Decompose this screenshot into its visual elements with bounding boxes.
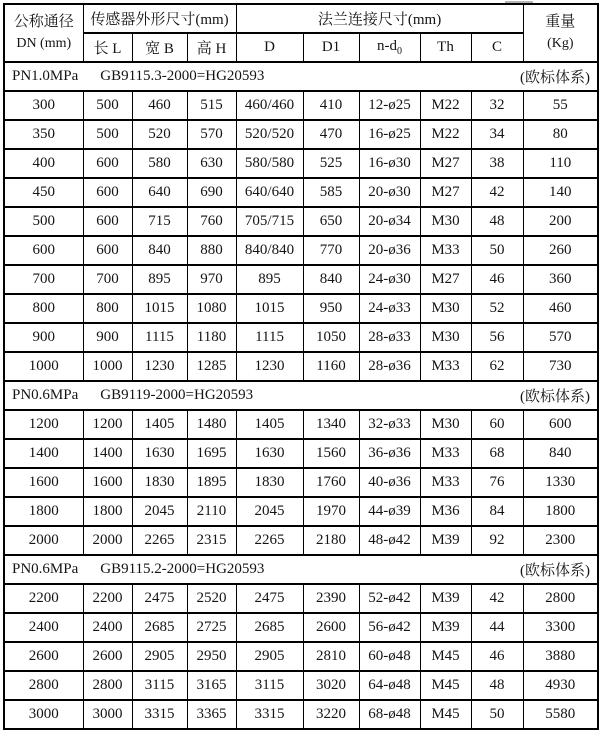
section-note: (欧标体系) (520, 389, 591, 405)
data-cell: M39 (420, 584, 471, 613)
data-cell: 200 (523, 207, 598, 236)
header-weight-label: 重量 (545, 13, 576, 30)
data-cell: M45 (420, 671, 471, 700)
scan-artifact (505, 1, 533, 3)
data-cell: 50 (471, 236, 523, 265)
header-length: 长 L (83, 33, 132, 62)
data-cell: 2200 (4, 584, 83, 613)
data-cell: 16-ø25 (359, 120, 420, 149)
data-cell: 92 (471, 526, 523, 555)
data-cell: 2600 (4, 642, 83, 671)
data-cell: 690 (187, 178, 236, 207)
data-cell: M33 (420, 439, 471, 468)
data-cell: 895 (236, 265, 303, 294)
data-cell: 1970 (303, 497, 359, 526)
data-cell: 2400 (4, 613, 83, 642)
data-cell: 76 (471, 468, 523, 497)
data-cell: 60-ø48 (359, 642, 420, 671)
data-cell: 515 (187, 91, 236, 120)
header-dn-unit: DN (mm) (16, 35, 72, 51)
data-cell: 640 (132, 178, 187, 207)
header-n-d0-subscript: 0 (397, 46, 403, 57)
data-cell: 2725 (187, 613, 236, 642)
data-cell: 600 (523, 410, 598, 439)
data-cell: 68-ø48 (359, 700, 420, 729)
data-cell: 840 (523, 439, 598, 468)
data-row (4, 526, 598, 555)
data-cell: 585 (303, 178, 359, 207)
data-cell: 1200 (83, 410, 132, 439)
data-row (4, 613, 598, 642)
data-cell: 3000 (4, 700, 83, 729)
data-cell: 110 (523, 149, 598, 178)
data-cell: 42 (471, 178, 523, 207)
data-cell: 460 (523, 294, 598, 323)
data-cell: 600 (4, 236, 83, 265)
data-cell: 42 (471, 584, 523, 613)
data-cell: 1630 (132, 439, 187, 468)
data-cell: 1400 (83, 439, 132, 468)
data-cell: 1200 (4, 410, 83, 439)
data-cell: 2800 (83, 671, 132, 700)
header-d1: D1 (303, 33, 359, 62)
data-cell: M39 (420, 613, 471, 642)
data-cell: 1400 (4, 439, 83, 468)
data-cell: 3000 (83, 700, 132, 729)
data-cell: 34 (471, 120, 523, 149)
header-row-subcols (4, 33, 598, 62)
section-pressure-rating: PN0.6MPa (12, 561, 79, 577)
data-cell: 1230 (132, 352, 187, 381)
data-cell: 1830 (132, 468, 187, 497)
data-cell: 970 (187, 265, 236, 294)
data-cell: 2315 (187, 526, 236, 555)
data-cell: 1830 (236, 468, 303, 497)
data-cell: 3115 (236, 671, 303, 700)
data-cell: 840 (303, 265, 359, 294)
header-dn (4, 4, 83, 62)
data-cell: M33 (420, 468, 471, 497)
data-cell: 950 (303, 294, 359, 323)
data-cell: M33 (420, 236, 471, 265)
dimension-spec-table (3, 3, 599, 730)
data-cell: 2180 (303, 526, 359, 555)
data-cell: 2045 (132, 497, 187, 526)
data-cell: 1000 (4, 352, 83, 381)
data-cell: 3300 (523, 613, 598, 642)
data-cell: 5580 (523, 700, 598, 729)
data-cell: 20-ø36 (359, 236, 420, 265)
data-cell: 48-ø42 (359, 526, 420, 555)
data-row (4, 352, 598, 381)
data-cell: 630 (187, 149, 236, 178)
data-row (4, 468, 598, 497)
data-cell: 32-ø33 (359, 410, 420, 439)
data-cell: 580/580 (236, 149, 303, 178)
data-cell: 1050 (303, 323, 359, 352)
data-cell: 1080 (187, 294, 236, 323)
data-cell: M27 (420, 149, 471, 178)
data-row (4, 410, 598, 439)
data-cell: 600 (83, 178, 132, 207)
data-cell: 400 (4, 149, 83, 178)
data-cell: 1340 (303, 410, 359, 439)
data-cell: M27 (420, 178, 471, 207)
data-cell: 525 (303, 149, 359, 178)
data-cell: 410 (303, 91, 359, 120)
header-dn-label: 公称通径 (13, 13, 74, 30)
data-cell: 46 (471, 642, 523, 671)
data-cell: M39 (420, 526, 471, 555)
data-cell: 44 (471, 613, 523, 642)
section-standard: GB9115.3-2000=HG20593 (100, 68, 265, 84)
data-cell: 500 (4, 207, 83, 236)
header-c: C (471, 33, 523, 62)
section-standard: GB9115.2-2000=HG20593 (100, 561, 265, 577)
data-cell: 1015 (132, 294, 187, 323)
data-cell: 2400 (83, 613, 132, 642)
data-cell: 32 (471, 91, 523, 120)
data-cell: 2475 (132, 584, 187, 613)
data-cell: 40-ø36 (359, 468, 420, 497)
data-cell: 2110 (187, 497, 236, 526)
data-cell: 360 (523, 265, 598, 294)
data-cell: 60 (471, 410, 523, 439)
data-cell: 2390 (303, 584, 359, 613)
data-cell: 715 (132, 207, 187, 236)
data-cell: 68 (471, 439, 523, 468)
section-standard: GB9119-2000=HG20593 (100, 387, 254, 403)
section-pressure-rating: PN1.0MPa (12, 68, 79, 84)
data-cell: 640/640 (236, 178, 303, 207)
data-cell: 64-ø48 (359, 671, 420, 700)
section-cell (4, 381, 598, 410)
data-cell: 570 (187, 120, 236, 149)
data-cell: 56 (471, 323, 523, 352)
data-row (4, 120, 598, 149)
data-cell: 1000 (83, 352, 132, 381)
header-n-d0 (359, 33, 420, 62)
data-cell: M30 (420, 410, 471, 439)
header-group-sensor: 传感器外形尺寸(mm) (83, 4, 236, 33)
data-cell: 1115 (132, 323, 187, 352)
data-cell: 760 (187, 207, 236, 236)
data-row (4, 323, 598, 352)
data-cell: 470 (303, 120, 359, 149)
data-cell: 350 (4, 120, 83, 149)
data-cell: 1480 (187, 410, 236, 439)
data-cell: 2905 (236, 642, 303, 671)
data-cell: 44-ø39 (359, 497, 420, 526)
data-cell: 730 (523, 352, 598, 381)
section-row (4, 555, 598, 584)
data-cell: 3220 (303, 700, 359, 729)
table-body (4, 62, 598, 729)
data-cell: M30 (420, 294, 471, 323)
data-cell: 700 (83, 265, 132, 294)
section-note: (欧标体系) (520, 563, 591, 579)
data-cell: 2800 (4, 671, 83, 700)
data-cell: 36-ø36 (359, 439, 420, 468)
data-cell: 650 (303, 207, 359, 236)
header-d: D (236, 33, 303, 62)
data-cell: 2045 (236, 497, 303, 526)
data-cell: 20-ø30 (359, 178, 420, 207)
data-cell: 1405 (236, 410, 303, 439)
data-row (4, 642, 598, 671)
data-cell: M33 (420, 352, 471, 381)
data-cell: 300 (4, 91, 83, 120)
data-cell: 1405 (132, 410, 187, 439)
data-row (4, 178, 598, 207)
data-cell: 770 (303, 236, 359, 265)
data-cell: 880 (187, 236, 236, 265)
data-row (4, 294, 598, 323)
data-cell: 55 (523, 91, 598, 120)
data-row (4, 671, 598, 700)
data-cell: 900 (4, 323, 83, 352)
data-cell: M45 (420, 700, 471, 729)
data-cell: 1015 (236, 294, 303, 323)
data-cell: 2810 (303, 642, 359, 671)
data-row (4, 439, 598, 468)
data-cell: 840/840 (236, 236, 303, 265)
data-cell: 2200 (83, 584, 132, 613)
data-cell: 450 (4, 178, 83, 207)
data-cell: 48 (471, 671, 523, 700)
data-cell: 600 (83, 149, 132, 178)
data-cell: M22 (420, 120, 471, 149)
data-cell: 2600 (303, 613, 359, 642)
data-cell: 2000 (83, 526, 132, 555)
data-cell: 2800 (523, 584, 598, 613)
header-width: 宽 B (132, 33, 187, 62)
data-cell: 1180 (187, 323, 236, 352)
data-cell: 895 (132, 265, 187, 294)
data-cell: 500 (83, 91, 132, 120)
data-cell: 140 (523, 178, 598, 207)
data-cell: 2600 (83, 642, 132, 671)
data-cell: 48 (471, 207, 523, 236)
data-cell: 580 (132, 149, 187, 178)
data-cell: 1160 (303, 352, 359, 381)
data-cell: 1760 (303, 468, 359, 497)
data-cell: 2265 (236, 526, 303, 555)
data-cell: 1560 (303, 439, 359, 468)
data-cell: M36 (420, 497, 471, 526)
data-cell: 46 (471, 265, 523, 294)
data-cell: 3365 (187, 700, 236, 729)
data-cell: 52 (471, 294, 523, 323)
data-cell: 800 (83, 294, 132, 323)
data-cell: 1600 (4, 468, 83, 497)
data-cell: 1630 (236, 439, 303, 468)
data-cell: 2520 (187, 584, 236, 613)
data-cell: 2475 (236, 584, 303, 613)
data-cell: 1230 (236, 352, 303, 381)
data-cell: M22 (420, 91, 471, 120)
data-cell: 1800 (83, 497, 132, 526)
data-cell: 2300 (523, 526, 598, 555)
data-cell: 900 (83, 323, 132, 352)
data-cell: 24-ø33 (359, 294, 420, 323)
data-cell: 3020 (303, 671, 359, 700)
data-cell: 84 (471, 497, 523, 526)
data-cell: 62 (471, 352, 523, 381)
data-cell: 1330 (523, 468, 598, 497)
data-cell: 570 (523, 323, 598, 352)
data-cell: 1800 (523, 497, 598, 526)
data-cell: M45 (420, 642, 471, 671)
data-cell: 500 (83, 120, 132, 149)
data-cell: 260 (523, 236, 598, 265)
data-cell: 600 (83, 207, 132, 236)
table-header (4, 4, 598, 62)
data-cell: 24-ø30 (359, 265, 420, 294)
header-weight-unit: (Kg) (547, 35, 574, 51)
data-cell: 2950 (187, 642, 236, 671)
data-cell: 50 (471, 700, 523, 729)
header-height: 高 H (187, 33, 236, 62)
data-cell: 2685 (132, 613, 187, 642)
header-th: Th (420, 33, 471, 62)
data-cell: 1800 (4, 497, 83, 526)
data-cell: 700 (4, 265, 83, 294)
data-cell: 600 (83, 236, 132, 265)
data-cell: 1115 (236, 323, 303, 352)
data-cell: M30 (420, 323, 471, 352)
data-cell: 20-ø34 (359, 207, 420, 236)
data-cell: 12-ø25 (359, 91, 420, 120)
data-cell: 2905 (132, 642, 187, 671)
section-cell (4, 555, 598, 584)
data-row (4, 91, 598, 120)
data-cell: 3165 (187, 671, 236, 700)
data-cell: 2000 (4, 526, 83, 555)
section-pressure-rating: PN0.6MPa (12, 387, 79, 403)
data-cell: 1285 (187, 352, 236, 381)
section-row (4, 381, 598, 410)
data-cell: 3315 (236, 700, 303, 729)
data-cell: 3115 (132, 671, 187, 700)
data-cell: 80 (523, 120, 598, 149)
section-row (4, 62, 598, 91)
data-cell: 520 (132, 120, 187, 149)
data-cell: 38 (471, 149, 523, 178)
data-cell: 1600 (83, 468, 132, 497)
data-cell: 28-ø36 (359, 352, 420, 381)
data-cell: 520/520 (236, 120, 303, 149)
data-cell: M30 (420, 207, 471, 236)
data-cell: 3880 (523, 642, 598, 671)
data-cell: 1695 (187, 439, 236, 468)
data-cell: 56-ø42 (359, 613, 420, 642)
data-cell: 52-ø42 (359, 584, 420, 613)
data-cell: 800 (4, 294, 83, 323)
data-cell: 705/715 (236, 207, 303, 236)
data-row (4, 497, 598, 526)
data-cell: 460/460 (236, 91, 303, 120)
data-cell: 28-ø33 (359, 323, 420, 352)
data-row (4, 265, 598, 294)
data-row (4, 207, 598, 236)
data-cell: 460 (132, 91, 187, 120)
header-row-groups (4, 4, 598, 33)
data-row (4, 584, 598, 613)
section-cell (4, 62, 598, 91)
data-cell: M27 (420, 265, 471, 294)
data-cell: 1895 (187, 468, 236, 497)
header-n-d0-base: n-d (377, 38, 398, 54)
section-note: (欧标体系) (520, 70, 591, 86)
header-group-flange: 法兰连接尺寸(mm) (236, 4, 523, 33)
data-row (4, 700, 598, 729)
data-cell: 2265 (132, 526, 187, 555)
data-cell: 16-ø30 (359, 149, 420, 178)
data-cell: 2685 (236, 613, 303, 642)
data-row (4, 149, 598, 178)
data-row (4, 236, 598, 265)
data-cell: 840 (132, 236, 187, 265)
data-cell: 4930 (523, 671, 598, 700)
data-cell: 3315 (132, 700, 187, 729)
header-weight (523, 4, 598, 62)
